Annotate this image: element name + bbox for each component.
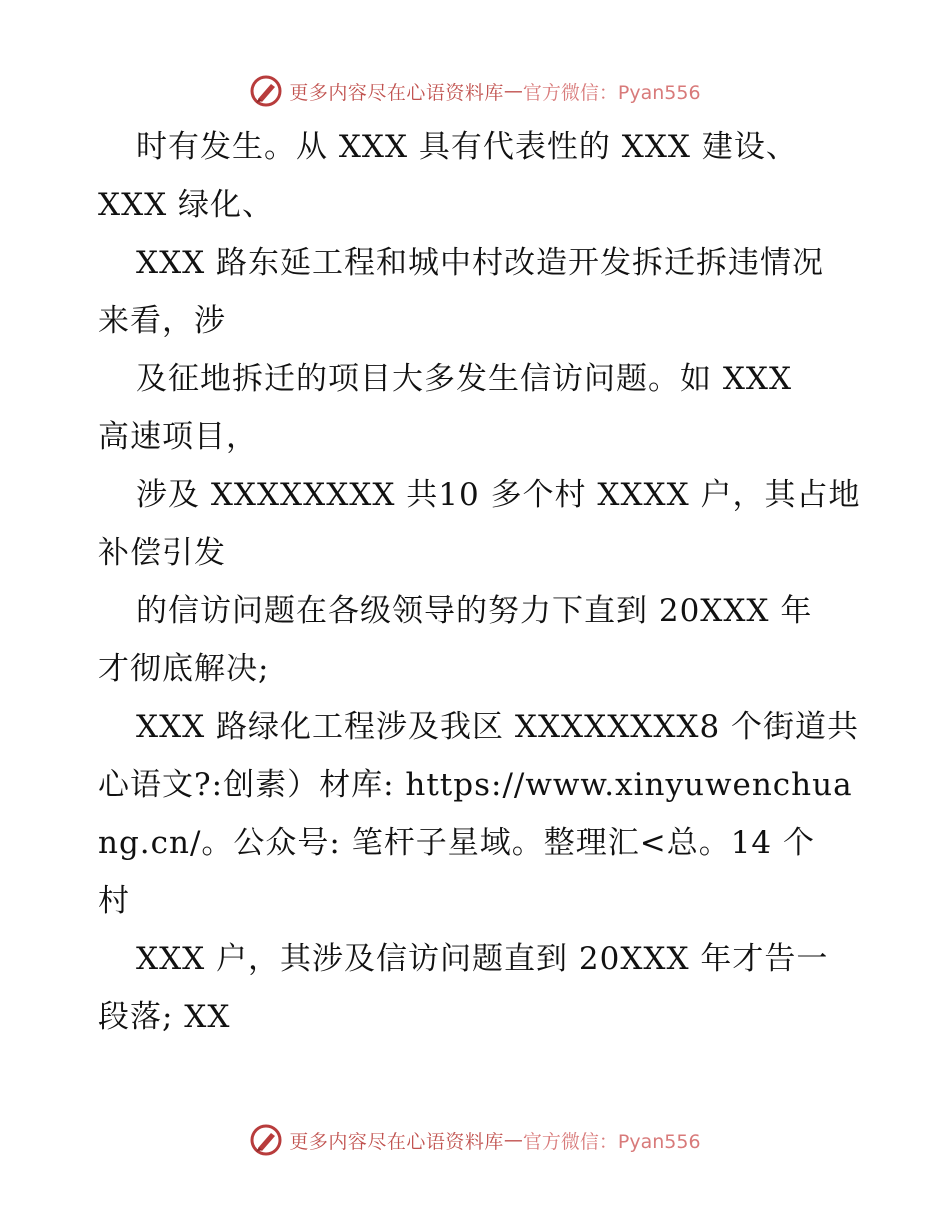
text-line: 才彻底解决;: [98, 651, 270, 687]
text-line: XXX 户，其涉及信访问题直到 20XXX 年才告一: [136, 941, 829, 977]
brush-pen-icon: [249, 1123, 283, 1157]
banner-main-text: 更多内容尽在心语资料库: [289, 1130, 504, 1153]
banner-dash: —: [503, 80, 523, 102]
banner-dash: —: [503, 1129, 523, 1151]
text-line: 心语文?:创素）材库: https://www.xinyuwenchua: [98, 767, 853, 803]
text-line: 高速项目，: [98, 419, 258, 455]
banner-main-text: 更多内容尽在心语资料库: [289, 81, 504, 104]
text-line: 及征地拆迁的项目大多发生信访问题。如 XXX: [136, 361, 793, 397]
brush-pen-icon: [249, 74, 283, 108]
document-body: [98, 118, 861, 1046]
text-line: ng.cn/。公众号: 笔杆子星域。整理汇<总。14 个: [98, 825, 816, 861]
text-line: 段落; XX: [98, 999, 231, 1035]
banner-wechat-text: 官方微信：Pyan556: [522, 1130, 701, 1153]
text-line: 村: [98, 883, 130, 919]
text-line: XXX 路东延工程和城中村改造开发拆迁拆违情况: [136, 245, 825, 281]
text-line: 时有发生。从 XXX 具有代表性的 XXX 建设、: [136, 129, 798, 165]
text-line: 补偿引发: [98, 535, 226, 571]
text-line: XXX 绿化、: [98, 187, 275, 223]
header-banner: [0, 71, 950, 111]
text-line: 涉及 XXXXXXXX 共10 多个村 XXXX 户，其占地: [136, 477, 861, 513]
text-line: 来看，涉: [98, 303, 226, 339]
text-line: XXX 路绿化工程涉及我区 XXXXXXXX8 个街道共: [136, 709, 860, 745]
banner-wechat-text: 官方微信：Pyan556: [522, 81, 701, 104]
text-line: 的信访问题在各级领导的努力下直到 20XXX 年: [136, 593, 813, 629]
footer-banner: [0, 1120, 950, 1160]
